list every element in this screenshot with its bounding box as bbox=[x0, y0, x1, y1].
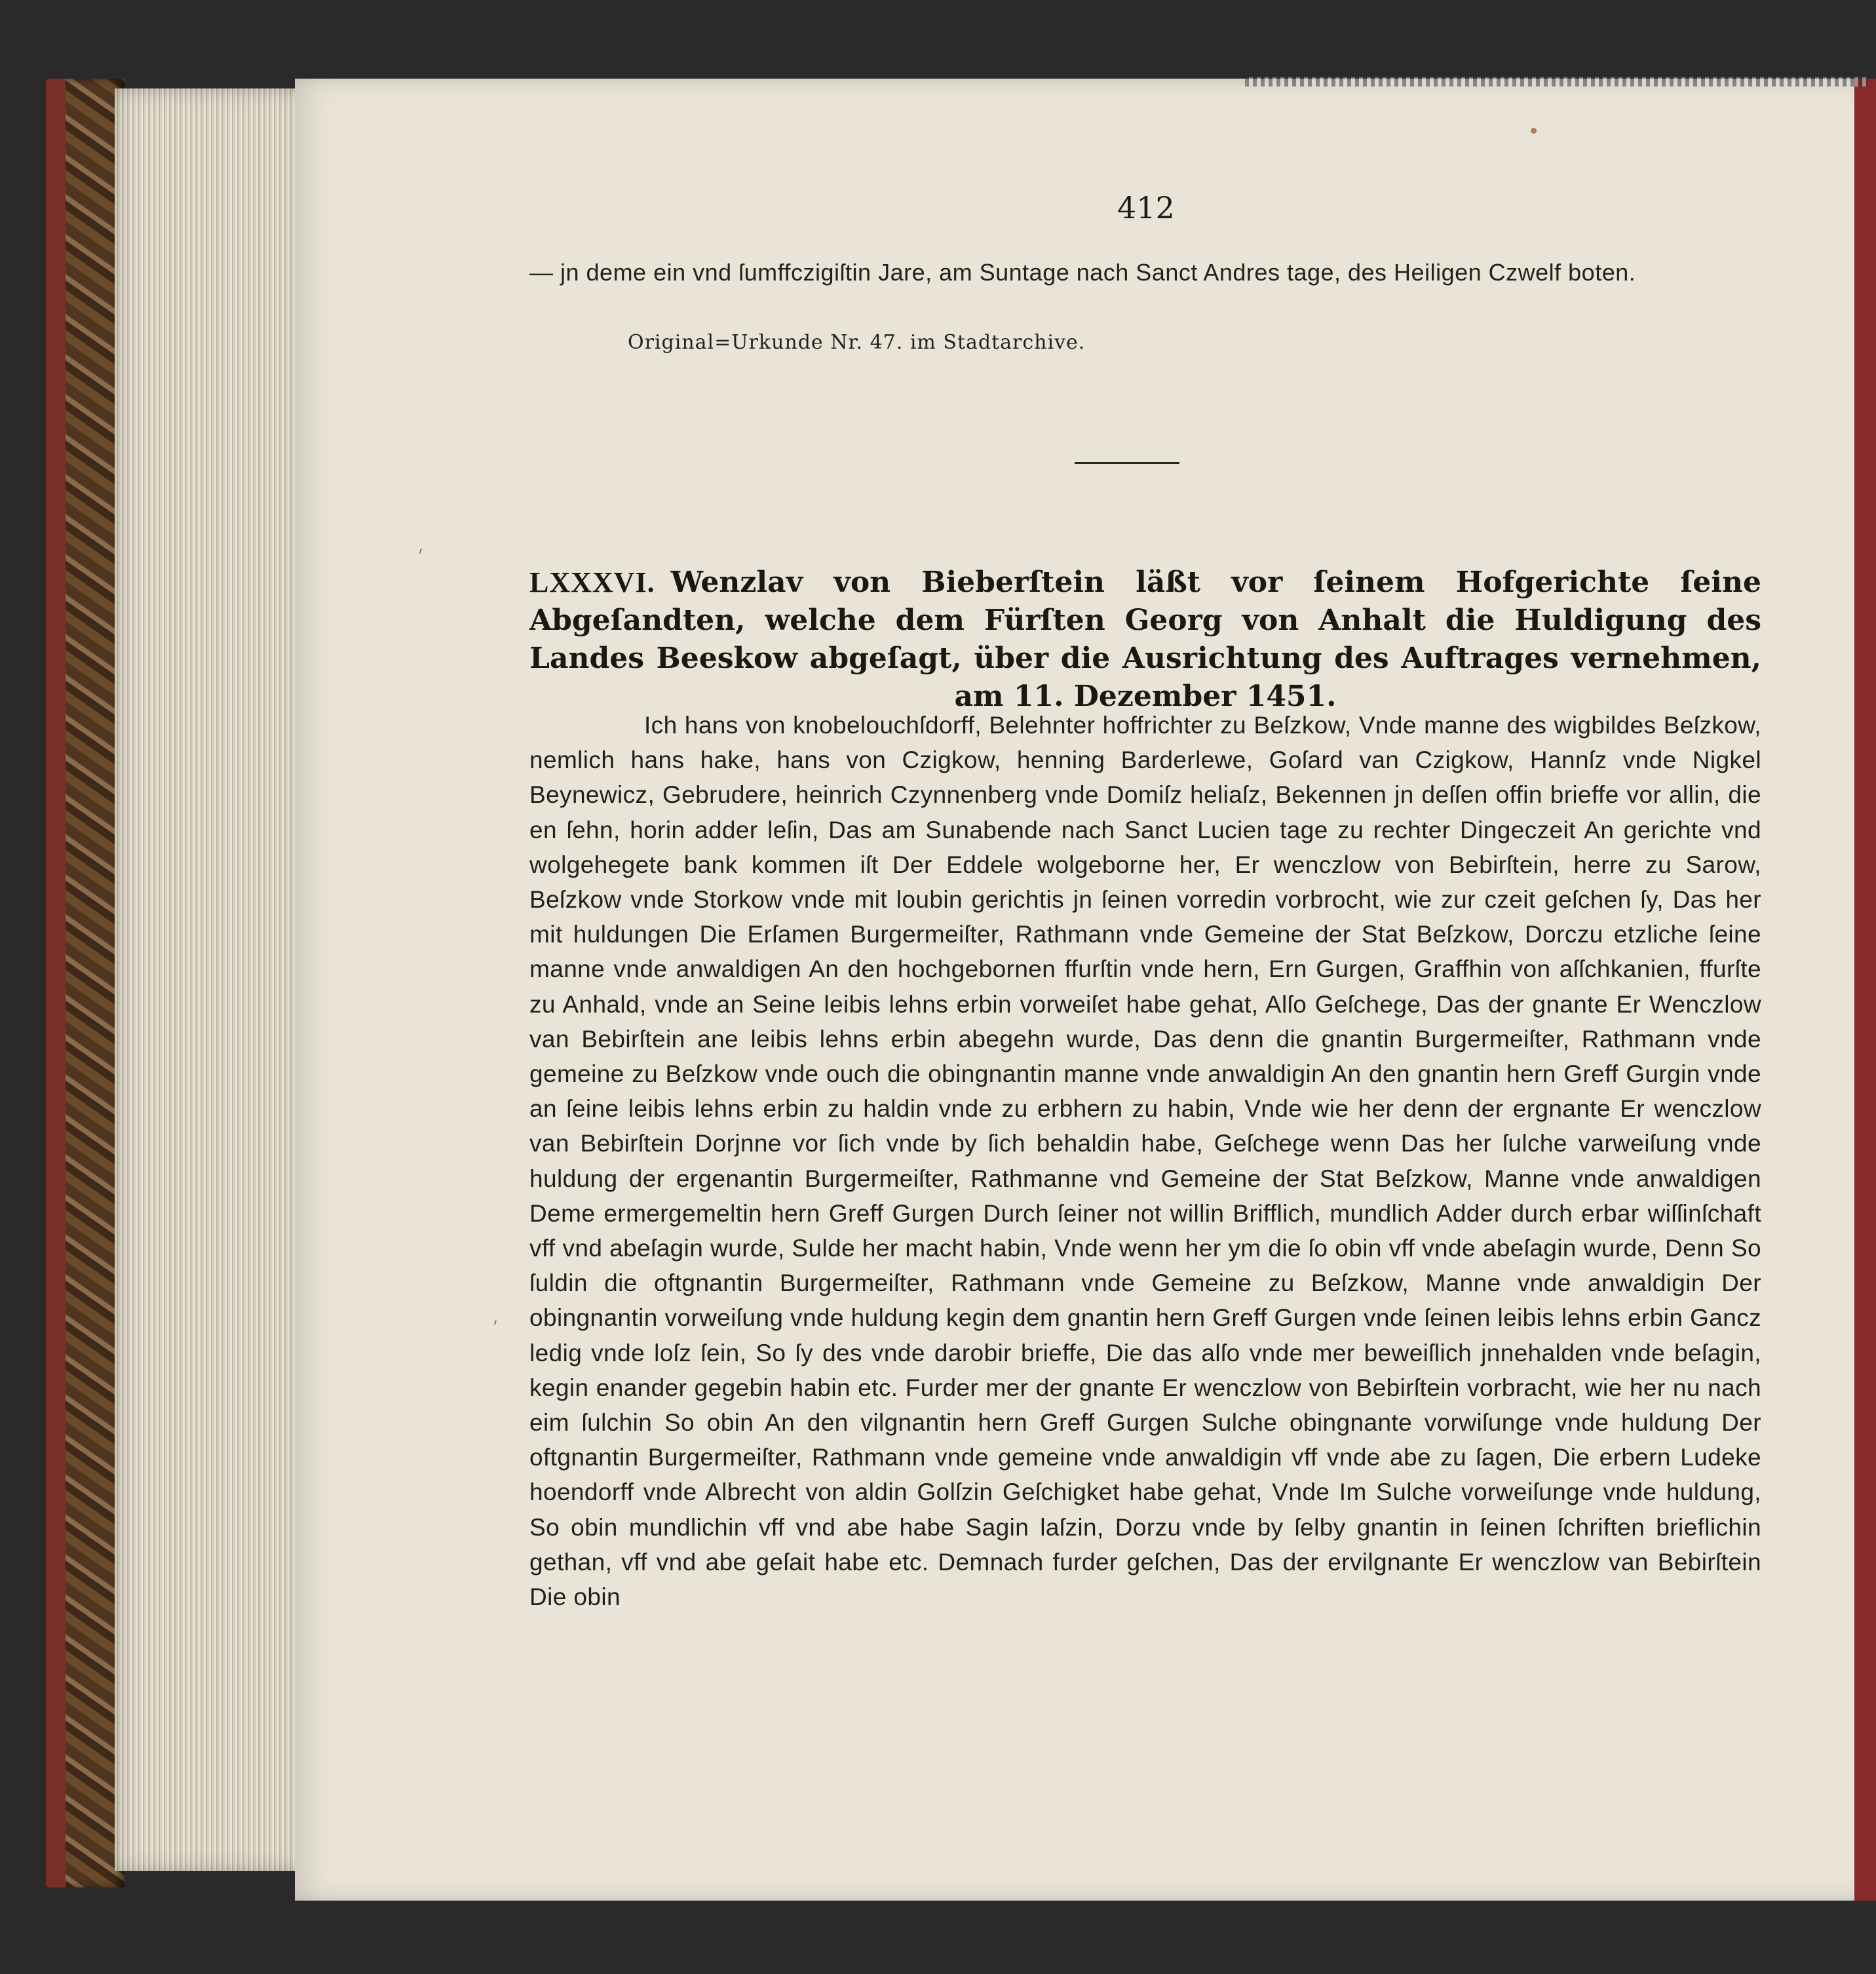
margin-mark: ˊ bbox=[413, 546, 432, 571]
book-cover-edge bbox=[46, 79, 66, 1887]
page-edges bbox=[115, 88, 305, 1871]
body-paragraph: Ich hans von knobelouchſdorff, Belehnter hoffrichter zu Beſzkow, Vnde manne des wigbildes Beſzkow, nemlich hans hake, hans von Czigkow, henning Barderlewe, Goſard van Czigkow, Hannſz vnde Nigkel Beynewicz, Gebrudere, heinrich Czynnenberg vnde Domiſz heliaſz, Bekennen jn deſſen offin brieffe vor allin, die en ſehn, horin adder leſin, Das am Sunabende nach Sanct Lucien tage zu rechter Dingeczeit An gerichte vnd wolgehegete bank kommen iſt Der Eddele wolgeborne her, Er wenczlow von Bebirſtein, herre zu Sarow, Beſzkow vnde Storkow vnde mit loubin gerichtis jn ſeinen vorredin vorbrocht, wie zur czeit geſchen ſy, Das her mit huldungen Die Erſamen Burgermeiſter, Rathmann vnde Gemeine der Stat Beſzkow, Dorczu etzliche ſeine manne vnde anwaldigen An den hochgebornen ffurſtin vnde hern, Ern Gurgen, Graffhin von aſſchkanien, ffurſte zu Anhald, vnde an Seine leibis lehns erbin vorweiſet habe gehat, Alſo Geſchege, Das der gnante Er Wenczlow van Bebirſtein ane leibis lehns erbin abegehn wurde, Das denn die gnantin Burgermeiſter, Rathmann vnde gemeine zu Beſzkow vnde ouch die obingnantin manne vnde anwaldigin An den gnantin hern Greff Gurgin vnde an ſeine leibis lehns erbin zu haldin vnde zu erbhern zu habin, Vnde wie her denn der ergnante Er wenczlow van Bebirſtein Dorjnne vor ſich vnde by ſich behaldin habe, Geſchege wenn Das her ſulche varweiſung vnde huldung der ergenantin Burgermeiſter, Rathmanne vnd Gemeine der Stat Beſzkow, Manne vnde anwaldigen Deme ermergemeltin hern Greff Gurgen Durch ſeiner not willin Brifflich, mundlich Adder durch erbar wiſſinſchaft vff vnd abeſagin wurde, Sulde her macht habin, Vnde wenn her ym die ſo obin vff vnde abeſagin wurde, Denn So ſuldin die oftgnantin Burgermeiſter, Rathmann vnde Gemeine zu Beſzkow, Manne vnde anwaldigin Der obingnantin vorweiſung vnde huldung kegin dem gnantin hern Greff Gurgen vnde ſeinen leibis lehns erbin Gancz ledig vnde loſz ſein, So ſy des vnde darobir brieffe, Die das alſo vnde mer beweiſlich jnnehalden vnde beſagin, kegin enander gegebin habin etc. Furder mer der gnante Er wenczlow von Bebirſtein vorbracht, wie her nu nach eim ſulchin So obin An den vilgnantin hern Greff Gurgen Sulche obingnante vorwiſunge vnde huldung Der oftgnantin Burgermeiſter, Rathmann vnde gemeine vnde anwaldigin vff vnde abe zu ſagen, Die erbern Ludeke hoendorff vnde Albrecht von aldin Golſzin Geſchigket habe gehat, Vnde Im Sulche vorweiſunge vnde huldung, So obin mundlichin vff vnd abe habe Sagin laſzin, Dorzu vnde by ſelby gnantin in ſeinen ſchriften brieflichin gethan, vff vnd abe geſait habe etc. Demnach furder geſchen, Das der ervilgnante Er wenczlow van Bebirſtein Die obin bbox=[529, 712, 1761, 1611]
continuation-text: — jn deme ein vnd ſumffczigiſtin Jare, am Suntage nach Sanct Andres tage, des Heiligen Czwelf boten. bbox=[529, 259, 1636, 286]
source-note: Original=Urkunde Nr. 47. im Stadtarchive. bbox=[628, 331, 1086, 354]
document-heading bbox=[529, 564, 1761, 716]
document-body bbox=[529, 708, 1761, 1614]
section-divider bbox=[1075, 462, 1179, 464]
ink-spot bbox=[1531, 128, 1537, 134]
margin-mark: ˊ bbox=[488, 1317, 507, 1343]
book-cover-board bbox=[46, 79, 124, 1887]
heading-text: Wenzlav von Bieberſtein läßt vor ſeinem Hofgerichte ſeine Abgeſandten, welche dem Fürſten Georg von Anhalt die Huldigung des Landes Beeskow abgeſagt, über die Ausrichtung des Auftrages vernehmen, am 11. Dezember 1451. bbox=[529, 566, 1761, 713]
right-page-strip bbox=[1854, 79, 1876, 1901]
page-number: 412 bbox=[1117, 190, 1175, 225]
heading-number: LXXXVI. bbox=[529, 566, 655, 598]
top-ruler bbox=[1245, 77, 1867, 87]
